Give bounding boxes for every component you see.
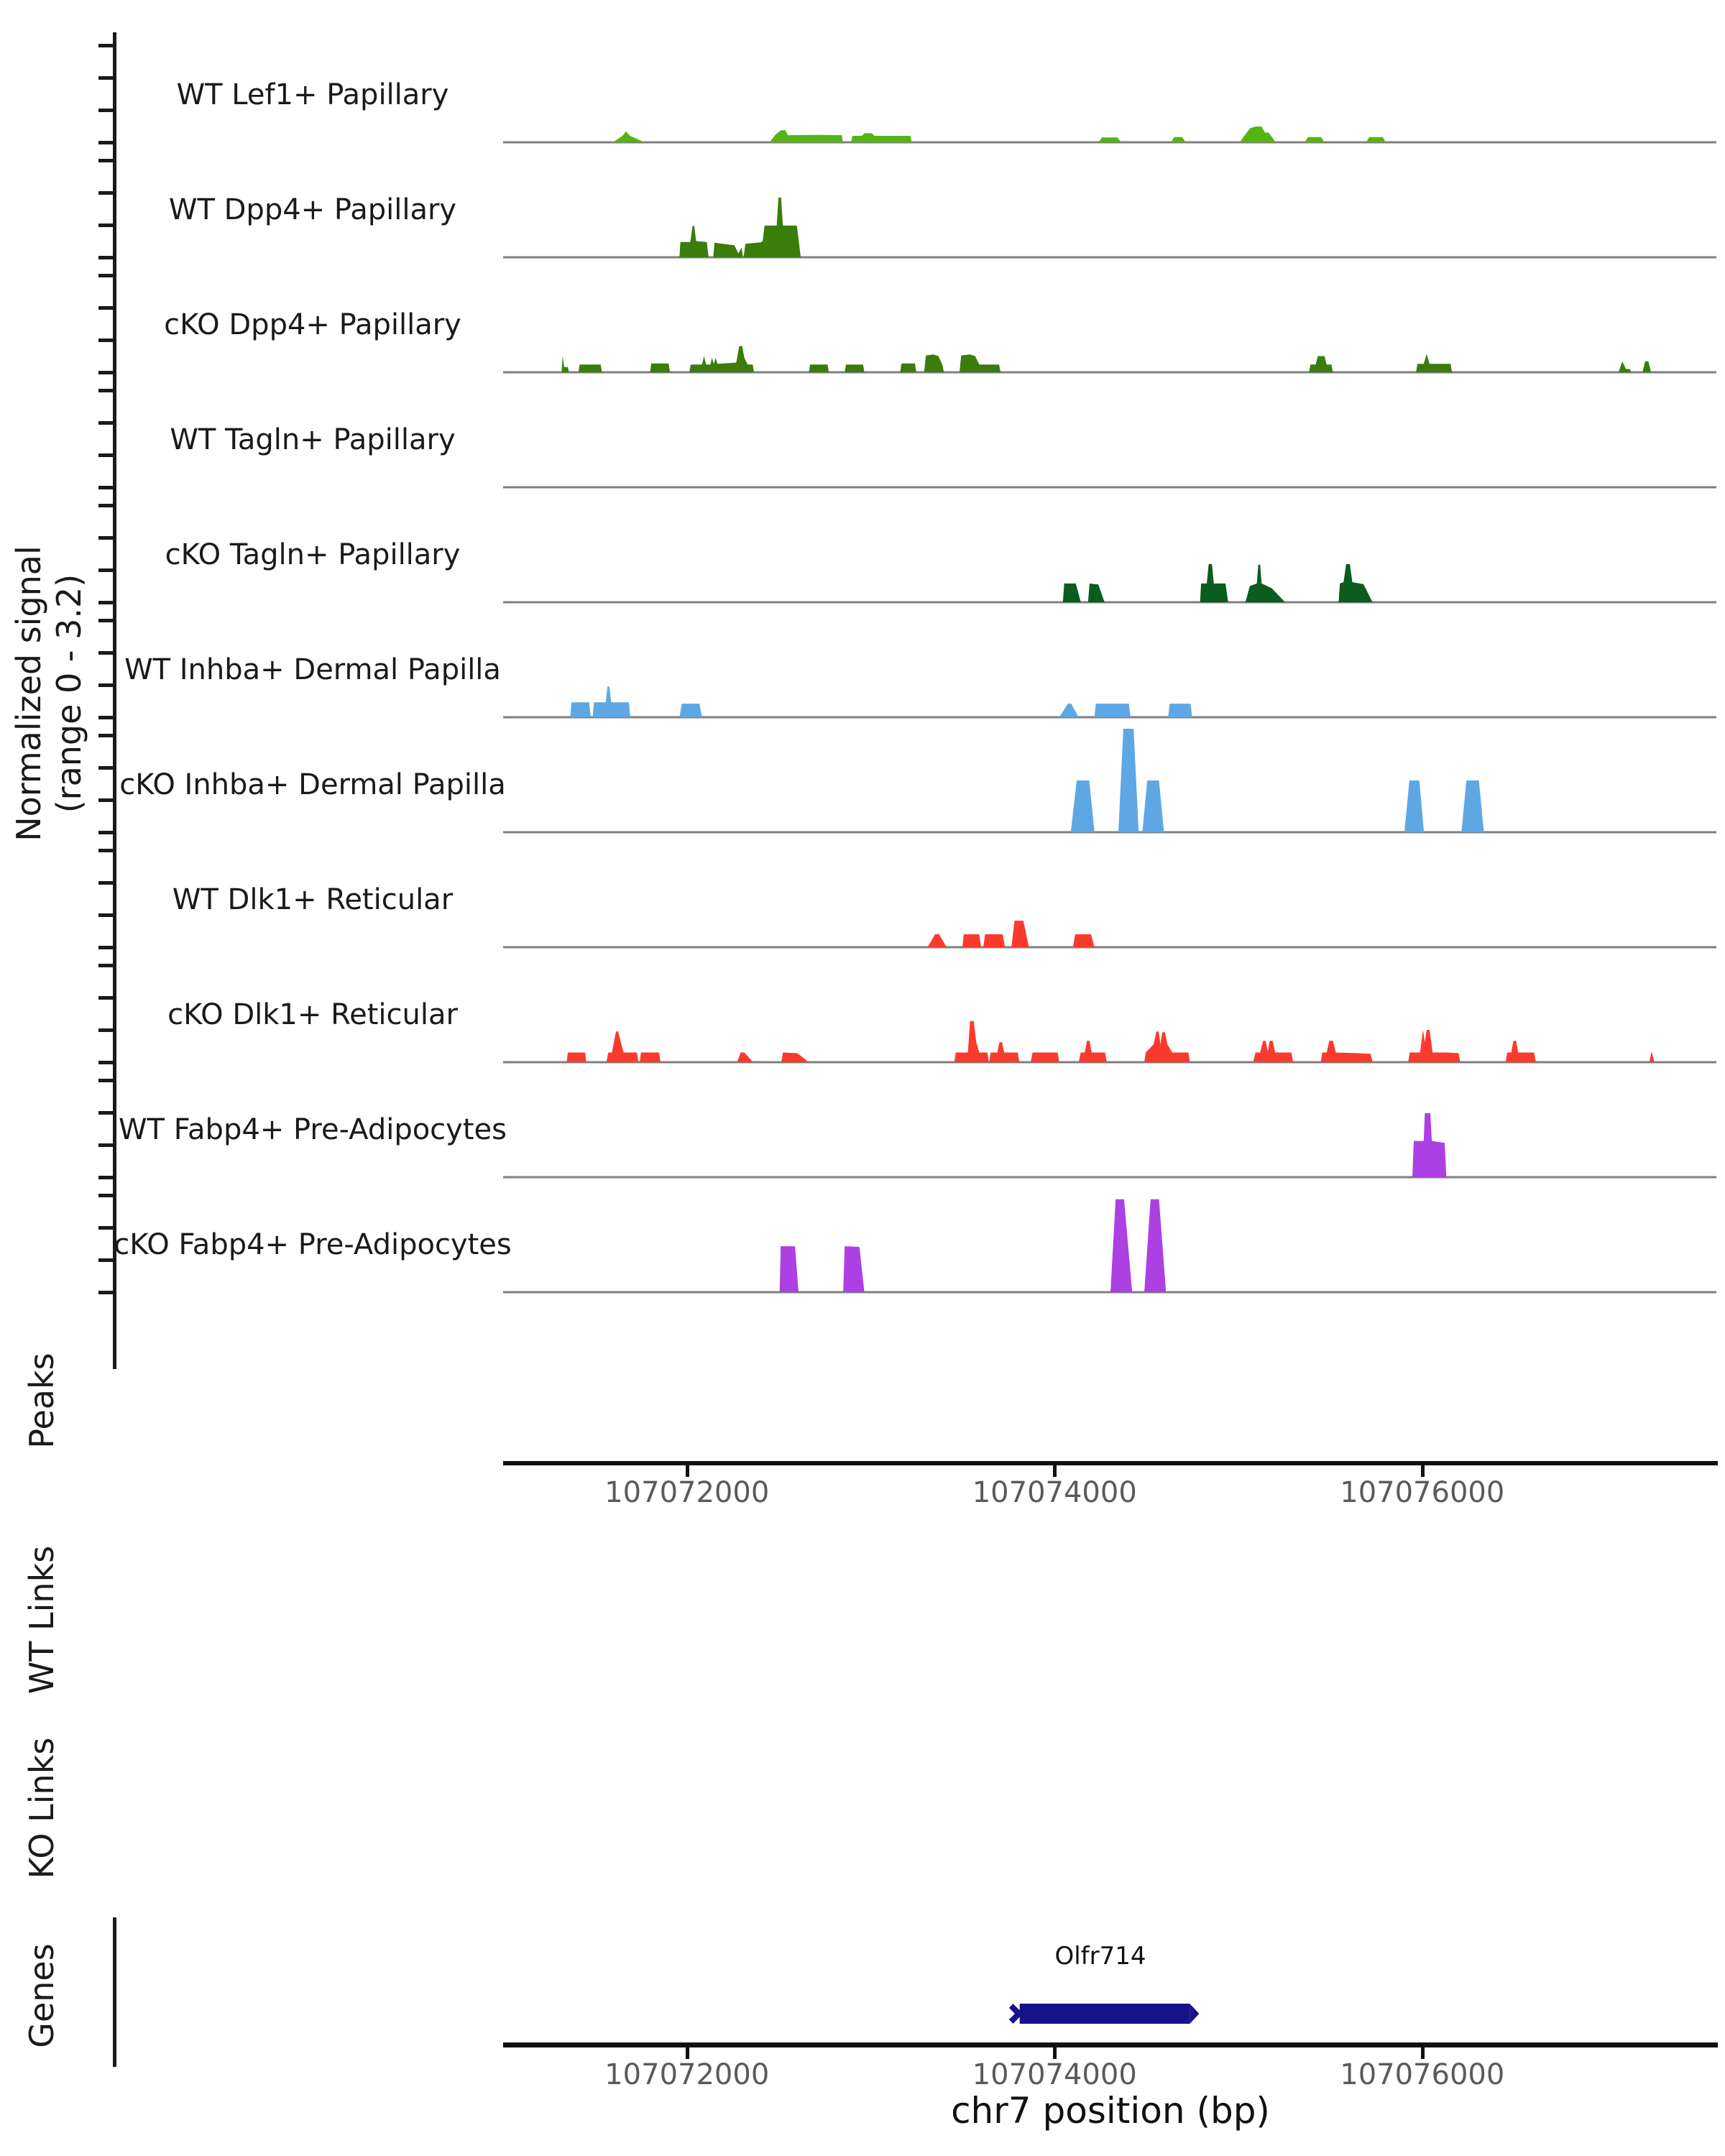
signal-peak bbox=[1073, 934, 1095, 947]
signal-peak bbox=[1650, 1051, 1655, 1062]
y-axis-tick bbox=[98, 1176, 114, 1179]
y-axis-tick bbox=[98, 159, 114, 162]
signal-peak bbox=[1461, 780, 1484, 832]
signal-peak bbox=[607, 1031, 639, 1062]
track-label-6: cKO Inhba+ Dermal Papilla bbox=[119, 768, 506, 801]
signal-peak bbox=[1246, 565, 1285, 602]
signal-peak bbox=[1168, 704, 1192, 717]
x-axis-tick bbox=[1421, 1465, 1425, 1477]
x-axis-tick bbox=[1053, 2047, 1057, 2059]
track-signal-0 bbox=[503, 37, 1716, 144]
y-axis-tick bbox=[98, 964, 114, 967]
signal-peak bbox=[1171, 137, 1185, 142]
track-label-5: WT Inhba+ Dermal Papilla bbox=[124, 653, 501, 686]
signal-peak bbox=[1366, 137, 1386, 142]
y-axis-tick bbox=[98, 256, 114, 259]
y-axis-title bbox=[9, 370, 95, 1017]
signal-peak bbox=[1071, 780, 1095, 832]
y-axis-tick bbox=[98, 486, 114, 489]
track-signal-7 bbox=[503, 842, 1716, 949]
track-label-8: cKO Dlk1+ Reticular bbox=[167, 998, 458, 1031]
x-axis-tick-label: 107076000 bbox=[1340, 2058, 1505, 2091]
signal-peak bbox=[1309, 356, 1333, 373]
track-label-3: WT Tagln+ Papillary bbox=[170, 423, 456, 456]
y-axis-tick bbox=[98, 371, 114, 374]
y-axis-title-line1: Normalized signal bbox=[9, 545, 48, 842]
track-label-4: cKO Tagln+ Papillary bbox=[165, 538, 461, 571]
track-signal-5 bbox=[503, 612, 1716, 719]
track-label-0: WT Lef1+ Papillary bbox=[176, 78, 449, 111]
signal-peak bbox=[737, 1053, 753, 1063]
track-signal-1 bbox=[503, 152, 1716, 259]
signal-peak bbox=[1240, 126, 1276, 142]
signal-peak bbox=[770, 130, 843, 142]
signal-peak bbox=[983, 934, 1005, 947]
signal-peak bbox=[1200, 564, 1228, 602]
y-axis-tick bbox=[98, 389, 114, 392]
signal-peak bbox=[1011, 921, 1029, 947]
x-axis-tick bbox=[686, 2047, 689, 2059]
signal-peak bbox=[962, 934, 981, 947]
y-axis-tick bbox=[98, 1079, 114, 1082]
gene-start-chevron-icon bbox=[1011, 2006, 1019, 2022]
signal-peak bbox=[780, 1246, 799, 1292]
y-axis-tick bbox=[98, 1194, 114, 1197]
signal-peak bbox=[1031, 1053, 1059, 1063]
signal-peak bbox=[613, 132, 645, 142]
x-axis-tick-label: 107074000 bbox=[972, 2058, 1137, 2091]
signal-peak bbox=[650, 364, 670, 372]
signal-peak bbox=[679, 704, 702, 717]
track-label-1: WT Dpp4+ Papillary bbox=[168, 193, 457, 226]
signal-peak bbox=[1642, 361, 1651, 372]
signal-peak bbox=[1305, 137, 1324, 142]
track-signal-10 bbox=[503, 1187, 1716, 1294]
section-label-ko-links: KO Links bbox=[22, 1737, 61, 1879]
y-axis-tick bbox=[98, 946, 114, 949]
x-axis-tick bbox=[1421, 2047, 1425, 2059]
y-axis-tick bbox=[98, 1291, 114, 1294]
signal-peak bbox=[851, 133, 911, 142]
signal-peak bbox=[928, 934, 947, 947]
signal-peak bbox=[1619, 361, 1631, 372]
y-axis-tick bbox=[98, 141, 114, 144]
signal-peak bbox=[1254, 1041, 1294, 1062]
signal-peak bbox=[1142, 780, 1164, 832]
signal-peak bbox=[640, 1053, 661, 1063]
bottom-axis-line bbox=[503, 2042, 1718, 2047]
y-axis-tick bbox=[98, 831, 114, 834]
signal-peak bbox=[843, 1246, 864, 1292]
signal-peak bbox=[1408, 1030, 1460, 1062]
gene-body-olfr714 bbox=[503, 1976, 1718, 2034]
track-signal-2 bbox=[503, 267, 1716, 374]
section-label-wt-links: WT Links bbox=[22, 1545, 61, 1695]
signal-peak bbox=[960, 354, 1000, 372]
signal-peak bbox=[744, 198, 801, 257]
section-label-genes: Genes bbox=[22, 1943, 61, 2048]
y-axis-tick bbox=[98, 1061, 114, 1064]
y-axis-tick bbox=[98, 849, 114, 852]
signal-peak bbox=[809, 364, 829, 372]
track-label-10: cKO Fabp4+ Pre-Adipocytes bbox=[114, 1228, 512, 1261]
signal-peak bbox=[1416, 354, 1452, 372]
genes-axis-line bbox=[113, 1917, 116, 2067]
signal-peak bbox=[579, 364, 602, 372]
signal-peak bbox=[1338, 564, 1372, 602]
track-signal-3 bbox=[503, 382, 1716, 489]
signal-peak bbox=[1098, 137, 1121, 142]
signal-peak bbox=[1506, 1041, 1536, 1062]
gene-name-label: Olfr714 bbox=[1054, 1942, 1146, 1971]
signal-peak bbox=[1088, 584, 1105, 602]
signal-peak bbox=[781, 1053, 809, 1063]
track-label-2: cKO Dpp4+ Papillary bbox=[164, 308, 461, 341]
track-signal-9 bbox=[503, 1072, 1716, 1179]
y-axis-title-line2: (range 0 - 3.2) bbox=[50, 573, 88, 814]
signal-peak bbox=[1110, 1199, 1132, 1292]
signal-peak bbox=[570, 702, 590, 717]
signal-peak bbox=[679, 226, 709, 257]
signal-peak bbox=[1118, 729, 1138, 832]
y-axis-tick bbox=[98, 734, 114, 737]
x-axis-tick-label: 107072000 bbox=[604, 1476, 770, 1509]
x-axis-tick bbox=[1053, 1465, 1057, 1477]
signal-y-axis-line bbox=[113, 32, 116, 1369]
y-axis-tick bbox=[98, 716, 114, 719]
signal-peak bbox=[954, 1021, 989, 1062]
signal-peak bbox=[989, 1042, 1019, 1062]
signal-peak bbox=[845, 364, 864, 372]
signal-peak bbox=[713, 243, 743, 257]
signal-peak bbox=[1144, 1031, 1190, 1062]
signal-peak bbox=[900, 364, 916, 372]
track-signal-4 bbox=[503, 497, 1716, 604]
signal-peak bbox=[1144, 1199, 1166, 1292]
gene-strand-arrow-icon bbox=[1190, 2004, 1199, 2024]
signal-peak bbox=[1079, 1041, 1107, 1062]
signal-peak bbox=[924, 354, 944, 372]
y-axis-tick bbox=[98, 44, 114, 47]
track-signal-8 bbox=[503, 957, 1716, 1064]
signal-peak bbox=[593, 686, 630, 717]
signal-peak bbox=[1320, 1041, 1372, 1062]
y-axis-tick bbox=[98, 619, 114, 622]
x-axis-tick-label: 107076000 bbox=[1340, 1476, 1505, 1509]
track-label-9: WT Fabp4+ Pre-Adipocytes bbox=[119, 1113, 507, 1146]
x-axis-tick bbox=[686, 1465, 689, 1477]
signal-peak bbox=[1063, 584, 1081, 602]
y-axis-tick bbox=[98, 274, 114, 277]
signal-peak bbox=[567, 1053, 586, 1063]
track-label-7: WT Dlk1+ Reticular bbox=[172, 883, 454, 916]
track-signal-6 bbox=[503, 727, 1716, 834]
signal-peak bbox=[1412, 1113, 1446, 1177]
x-axis-tick-label: 107072000 bbox=[604, 2058, 770, 2091]
signal-peak bbox=[1404, 780, 1424, 832]
y-axis-tick bbox=[98, 601, 114, 604]
signal-peak bbox=[1059, 704, 1079, 717]
signal-peak bbox=[689, 346, 754, 372]
x-axis-title: chr7 position (bp) bbox=[951, 2090, 1270, 2132]
x-axis-tick-label: 107074000 bbox=[972, 1476, 1137, 1509]
y-axis-tick bbox=[98, 504, 114, 507]
gene-rect bbox=[1020, 2004, 1190, 2024]
section-label-peaks: Peaks bbox=[22, 1353, 61, 1449]
signal-peak bbox=[1095, 704, 1131, 717]
signal-peak bbox=[561, 356, 569, 373]
